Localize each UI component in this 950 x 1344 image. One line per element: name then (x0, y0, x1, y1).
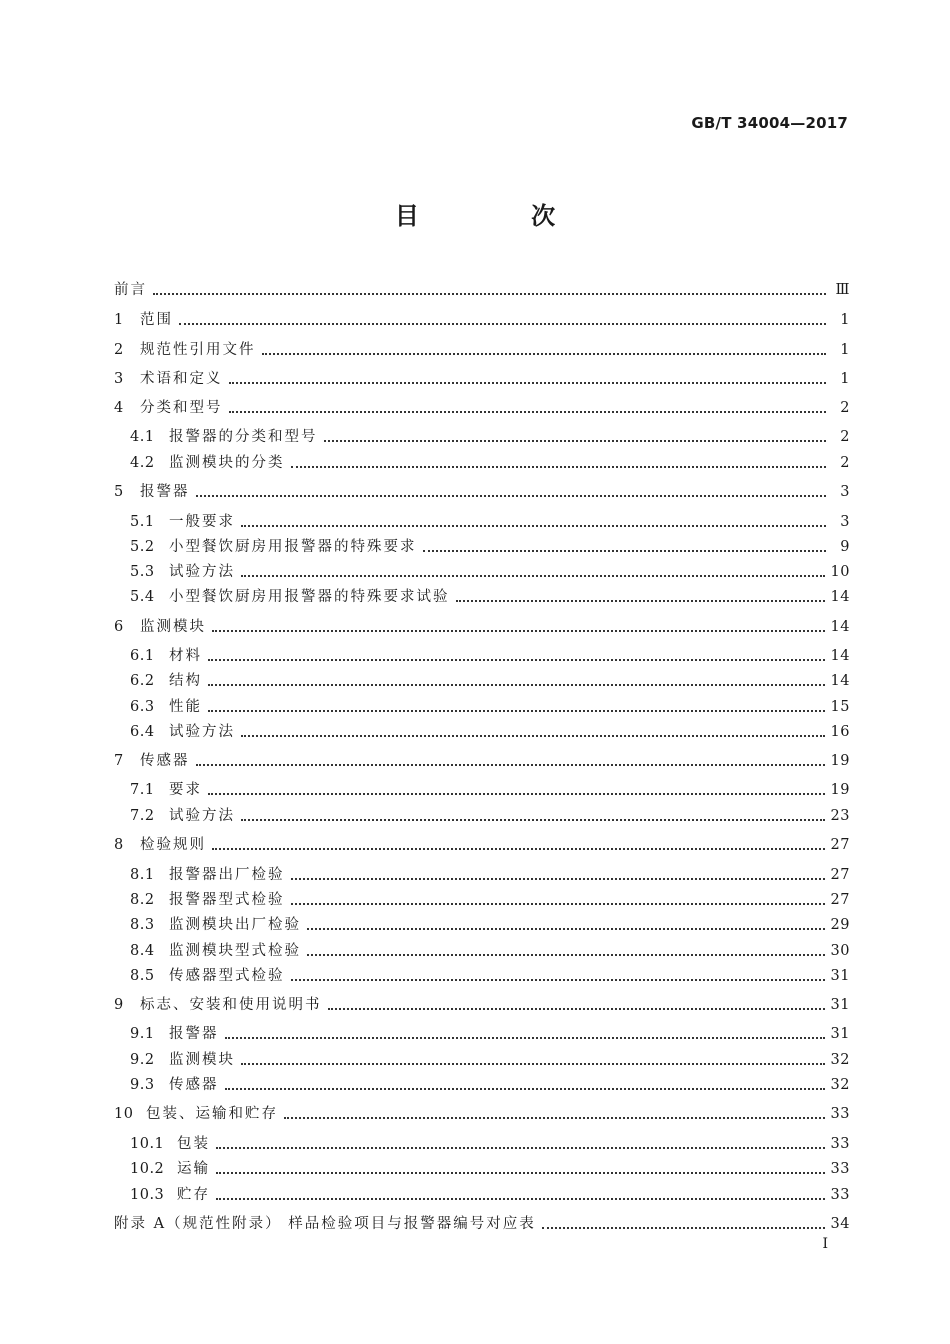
toc-entry-title: 监测模块的分类 (169, 455, 285, 471)
toc-entry-title: 试验方法 (169, 564, 235, 580)
dot-leader (216, 1145, 825, 1149)
toc-entry-page: 15 (830, 699, 850, 715)
toc-entry-number: 6.1 (130, 648, 155, 664)
toc-entry[interactable] (114, 643, 850, 665)
dot-leader (225, 1035, 825, 1039)
toc-entry-page: 19 (830, 753, 850, 769)
dot-leader (229, 409, 827, 413)
toc-entry-title: 监测模块 (140, 619, 206, 635)
toc-entry[interactable] (114, 395, 850, 417)
toc-entry[interactable] (114, 614, 850, 636)
dot-leader (153, 291, 826, 295)
toc-entry-page: 2 (840, 455, 850, 471)
toc-entry-title: 贮存 (177, 1187, 210, 1203)
toc-entry[interactable] (114, 366, 850, 388)
toc-entry-number: 5.3 (130, 564, 155, 580)
toc-entry-page: 1 (840, 312, 850, 328)
toc-entry-number: 8.5 (130, 968, 155, 984)
toc-entry-page: 9 (840, 539, 850, 555)
toc-entry[interactable] (114, 424, 850, 446)
toc-entry-title: 包装、运输和贮存 (146, 1106, 278, 1122)
toc-entry[interactable] (114, 938, 850, 960)
dot-leader (208, 682, 825, 686)
dot-leader (291, 977, 825, 981)
toc-entry[interactable] (114, 1211, 850, 1233)
toc-entry-title: 传感器 (140, 753, 190, 769)
toc-entry[interactable] (114, 912, 850, 934)
dot-leader (208, 657, 825, 661)
dot-leader (291, 901, 825, 905)
toc-entry-title: 性能 (169, 699, 202, 715)
toc-entry-number: 10.3 (130, 1187, 165, 1203)
toc-entry-page: 14 (830, 673, 850, 689)
toc-entry-title: 报警器的分类和型号 (169, 429, 318, 445)
toc-entry[interactable] (114, 719, 850, 741)
dot-leader (307, 926, 825, 930)
toc-entry[interactable] (114, 1156, 850, 1178)
toc-entry[interactable] (114, 559, 850, 581)
toc-entry-page: 32 (830, 1077, 850, 1093)
dot-leader (212, 628, 825, 632)
toc-entry-number: 8.1 (130, 867, 155, 883)
toc-entry-page: 32 (830, 1052, 850, 1068)
toc-entry-title: 监测模块 (169, 1052, 235, 1068)
toc-entry-page: 3 (840, 514, 850, 530)
dot-leader (456, 598, 825, 602)
dot-leader (229, 380, 827, 384)
toc-entry[interactable] (114, 832, 850, 854)
toc-entry-number: 6 (114, 619, 124, 635)
toc-entry-title: 运输 (177, 1161, 210, 1177)
toc-entry-title: 试验方法 (169, 808, 235, 824)
toc-entry-number: 8.4 (130, 943, 155, 959)
toc-entry-page: 30 (830, 943, 850, 959)
toc-entry-title: 报警器型式检验 (169, 892, 285, 908)
dot-leader (212, 846, 825, 850)
dot-leader (324, 438, 827, 442)
toc-entry-number: 4.1 (130, 429, 155, 445)
toc-entry-page: 23 (830, 808, 850, 824)
dot-leader (328, 1006, 825, 1010)
dot-leader (196, 493, 827, 497)
toc-entry[interactable] (114, 337, 850, 359)
toc-entry[interactable] (114, 1047, 850, 1069)
toc-entry[interactable] (114, 748, 850, 770)
toc-entry-page: 14 (830, 589, 850, 605)
toc-entry-page: 33 (830, 1187, 850, 1203)
toc-entry-page: 2 (840, 429, 850, 445)
dot-leader (423, 548, 827, 552)
toc-entry-title: 报警器 (169, 1026, 219, 1042)
toc-entry-title: 一般要求 (169, 514, 235, 530)
toc-entry-page: 1 (840, 342, 850, 358)
toc-entry-title: 结构 (169, 673, 202, 689)
toc-entry-title: 小型餐饮厨房用报警器的特殊要求试验 (169, 589, 450, 605)
toc-entry-title: 术语和定义 (140, 371, 223, 387)
toc-entry-number: 7.1 (130, 782, 155, 798)
toc-entry-title: 分类和型号 (140, 400, 223, 416)
dot-leader (241, 1061, 825, 1065)
toc-entry-page: 34 (830, 1216, 850, 1232)
toc-entry-page: 31 (830, 968, 850, 984)
toc-entry-number: 7.2 (130, 808, 155, 824)
toc-entry[interactable] (114, 963, 850, 985)
dot-leader (225, 1086, 825, 1090)
dot-leader (208, 708, 825, 712)
page-number: I (822, 1236, 828, 1252)
toc-entry-number: 10 (114, 1106, 134, 1122)
toc-entry-number: 8.3 (130, 917, 155, 933)
toc-entry-number: 9 (114, 997, 124, 1013)
dot-leader (179, 321, 826, 325)
toc-entry-title: 监测模块出厂检验 (169, 917, 301, 933)
toc-entry-page: 27 (830, 837, 850, 853)
toc-entry[interactable] (114, 668, 850, 690)
toc-entry-page: 19 (830, 782, 850, 798)
toc-entry-page: 31 (830, 997, 850, 1013)
standard-code: GB/T 34004—2017 (691, 114, 848, 132)
toc-entry[interactable] (114, 1182, 850, 1204)
toc-entry-number: 8 (114, 837, 124, 853)
toc-entry-title: 规范性引用文件 (140, 342, 256, 358)
dot-leader (196, 762, 825, 766)
toc-entry[interactable] (114, 777, 850, 799)
toc-entry-title: 要求 (169, 782, 202, 798)
toc-entry-number: 5.2 (130, 539, 155, 555)
toc-entry-number: 6.3 (130, 699, 155, 715)
dot-leader (284, 1115, 825, 1119)
toc-entry[interactable] (114, 1021, 850, 1043)
toc-entry-title: 附录 A（规范性附录） 样品检验项目与报警器编号对应表 (114, 1216, 536, 1232)
dot-leader (291, 464, 827, 468)
toc-entry-title: 范围 (140, 312, 173, 328)
dot-leader (241, 733, 825, 737)
toc-entry-page: 27 (830, 892, 850, 908)
toc-entry-page: 1 (840, 371, 850, 387)
toc-entry-number: 6.4 (130, 724, 155, 740)
toc-entry-title: 报警器 (140, 484, 190, 500)
toc-entry-title: 传感器 (169, 1077, 219, 1093)
toc-entry-title: 包装 (177, 1136, 210, 1152)
toc-entry-page: 14 (830, 648, 850, 664)
toc-entry-number: 4 (114, 400, 124, 416)
toc-entry[interactable] (114, 1072, 850, 1094)
toc-entry-number: 1 (114, 312, 124, 328)
toc-entry-page: 29 (830, 917, 850, 933)
toc-entry[interactable] (114, 803, 850, 825)
toc-entry[interactable] (114, 509, 850, 531)
toc-entry-number: 10.2 (130, 1161, 165, 1177)
toc-entry[interactable] (114, 992, 850, 1014)
dot-leader (542, 1225, 825, 1229)
toc-entry-number: 9.3 (130, 1077, 155, 1093)
table-of-contents (114, 0, 850, 1344)
toc-entry-number: 6.2 (130, 673, 155, 689)
toc-entry-number: 5.4 (130, 589, 155, 605)
toc-entry-title: 检验规则 (140, 837, 206, 853)
dot-leader (208, 791, 825, 795)
toc-entry[interactable] (114, 450, 850, 472)
toc-entry-page: 10 (830, 564, 850, 580)
toc-entry-number: 5.1 (130, 514, 155, 530)
dot-leader (241, 523, 826, 527)
toc-entry-page: 14 (830, 619, 850, 635)
dot-leader (216, 1196, 825, 1200)
toc-entry[interactable] (114, 1101, 850, 1123)
toc-entry-title: 传感器型式检验 (169, 968, 285, 984)
toc-entry-number: 9.2 (130, 1052, 155, 1068)
dot-leader (241, 573, 825, 577)
toc-entry-title: 试验方法 (169, 724, 235, 740)
toc-entry-title: 材料 (169, 648, 202, 664)
toc-entry-title: 监测模块型式检验 (169, 943, 301, 959)
toc-entry-page: 33 (830, 1161, 850, 1177)
toc-entry-number: 3 (114, 371, 124, 387)
toc-entry[interactable] (114, 307, 850, 329)
toc-entry-page: 16 (830, 724, 850, 740)
toc-entry-number: 4.2 (130, 455, 155, 471)
toc-entry-number: 2 (114, 342, 124, 358)
toc-entry-number: 8.2 (130, 892, 155, 908)
page-title: 目 次 (394, 202, 608, 230)
toc-entry-page: Ⅲ (835, 282, 850, 298)
toc-entry-page: 27 (830, 867, 850, 883)
toc-entry[interactable] (114, 584, 850, 606)
toc-entry[interactable] (114, 1131, 850, 1153)
toc-entry-number: 9.1 (130, 1026, 155, 1042)
dot-leader (241, 817, 825, 821)
toc-entry-page: 33 (830, 1136, 850, 1152)
toc-entry-page: 2 (840, 400, 850, 416)
toc-entry-title: 前言 (114, 282, 147, 298)
toc-entry-page: 31 (830, 1026, 850, 1042)
dot-leader (307, 952, 825, 956)
toc-entry[interactable] (114, 887, 850, 909)
toc-entry[interactable] (114, 534, 850, 556)
toc-entry-title: 小型餐饮厨房用报警器的特殊要求 (169, 539, 417, 555)
toc-entry-number: 7 (114, 753, 124, 769)
toc-entry-number: 5 (114, 484, 124, 500)
toc-entry[interactable] (114, 479, 850, 501)
toc-entry-title: 报警器出厂检验 (169, 867, 285, 883)
toc-entry-page: 33 (830, 1106, 850, 1122)
toc-entry-page: 3 (840, 484, 850, 500)
toc-entry-title: 标志、安装和使用说明书 (140, 997, 322, 1013)
toc-entry[interactable] (114, 694, 850, 716)
toc-entry[interactable] (114, 277, 850, 299)
toc-entry-number: 10.1 (130, 1136, 165, 1152)
dot-leader (291, 876, 825, 880)
dot-leader (216, 1170, 825, 1174)
dot-leader (262, 351, 827, 355)
toc-entry[interactable] (114, 862, 850, 884)
